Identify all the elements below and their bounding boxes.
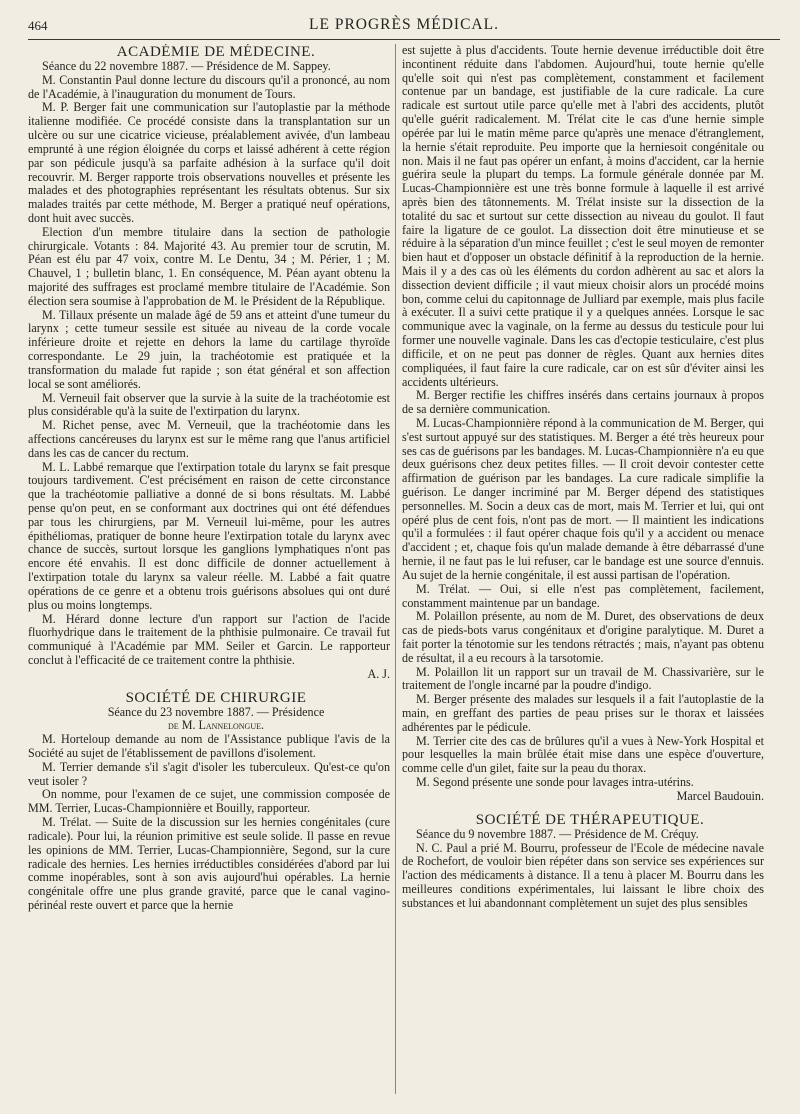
running-head: LE PROGRÈS MÉDICAL. <box>309 16 499 33</box>
academy-paragraph: M. L. Labbé remarque que l'extirpation totale du larynx se fait presque toujours tardivement. C'est précisément en raison de cette circonstance que la trachéotomie palliative a donné de si bons résultats. M. Labbé pense qu'on peut, en se conformant aux doctrines qui ont été défendues par tous les chirurgiens, par M. Verneuil lui-même, pour les autres épithéliomas, pratiquer de bonne heure l'extirpation totale du larynx avec chance de succès, surtout lorsque les ganglions lymphatiques n'ont pas encore été envahis. Il est donc difficile de donner actuellement à l'extirpation totale du larynx sa valeur réelle. M. Labbé a fait quatre opérations de ce genre et a obtenu trois guérisons absolues qui ont duré plus ou moins longtemps. <box>28 459 390 612</box>
academy-paragraph: Election d'un membre titulaire dans la section de pathologie chirurgicale. Votants : 84. Majorité 43. Au premier tour de scrutin, M. Péan est élu par 47 voix, contre M. Le Dentu, 34 ; M. Périer, 1 ; M. Chauvel, 1 ; bulletin blanc, 1. En conséquence, M. Péan ayant obtenu la majorité des suffrages est proclamé membre titulaire de l'Académie. Son élection sera soumise à l'approbation de M. le Président de la République. <box>28 224 390 308</box>
surgery-paragraph: M. Polaillon présente, au nom de M. Duret, des observations de deux cas de pieds-bots varus congénitaux et d'origine paralytique. M. Duret a fait porter la ténotomie sur les tendons rétractés ; mais, n'ayant pas obtenu de résultat, il a eu recours à la tarsotomie. <box>402 609 764 665</box>
right-column <box>402 44 764 1108</box>
therapeutics-paragraph: N. C. Paul a prié M. Bourru, professeur de l'Ecole de médecine navale de Rochefort, de vouloir bien répéter dans son service ses expériences sur l'action des médicaments à distance. Il a tenu à placer M. Bourru dans les meilleures conditions expérimentales, lui laissant le libre choix des substances et lui abandonnant complètement un sujet des plus sensibles <box>402 840 764 910</box>
surgery-continued-paragraph: est sujette à plus d'accidents. Toute hernie devenue irréductible doit être incontinent réduite dans l'abdomen. Aujourd'hui, toute hernie qu'elle qu'elle soit qui n'est pas complètement, constamment et facilement contenue par un bandage, est justifiable de la cure radicale. La cure radicale est surtout utile parce qu'elle met à l'abri des accidents, plutôt qu'elle guérit radicalement. M. Trélat cite le cas d'une hernie simple opérée par lui le matin même parce qu'après une menace d'étranglement, la hernie s'était reproduite. Peu importe que la herniesoit congénitale ou non. Mais il ne faut pas opérer un enfant, à moins d'accident, car la hernie guérira seule la plupart du temps. La formule générale donnée par M. Lucas-Championnière est une très bonne formule à laquelle il est arrivé après bien des tâtonnements. M. Trélat insiste sur la dissection de la totalité du sac et surtout sur cette dissection au niveau du goulot. Il faut faire la ligature de ce goulot. La dissection doit être minutieuse et se réduire à la séparation d'un mince feuillet ; c'est le seul moyen de remonter bien haut et d'opposer un obstacle définitif à la reproduction de la hernie. Mais il y a des cas où les éléments du cordon adhèrent au sac et alors la dissection devient difficile ; il vaut mieux choisir alors un procédé moins bon, comme celui du capitonnage de Julliard par exemple, mais plus facile à exécuter. Il a suivi cette pratique il y a quelques années. Lorsque le sac communique avec la vaginale, on la ferme au dessus du testicule pour lui former une nouvelle vaginale. Dans les cas d'ectopie testiculaire, c'est plus difficile, et on ne peut pas donner de règles. Quant aux hernies dites compliquées, il faut faire la cure radicale, car on est sûr d'éviter ainsi les accidents ultérieurs. <box>402 44 764 389</box>
surgery-paragraph: M. Polaillon lit un rapport sur un travail de M. Chassivarière, sur le traitement de l'ongle incarné par la poudre d'indigo. <box>402 664 764 693</box>
surgery-signature: Marcel Baudouin. <box>676 788 764 803</box>
surgery-session: Séance du 23 novembre 1887. — Présidence <box>107 704 325 719</box>
academy-paragraph: M. Tillaux présente un malade âgé de 59 ans et atteint d'une tumeur du larynx ; cette tumeur sessile est située au niveau de la corde vocale inférieure droite et rejette en dehors la lame du cartilage thyroïde correspondante. Le 29 juin, la trachéotomie est pratiquée et la transformation du malade fut rapide ; son état général et son affection local se sont améliorés. <box>28 307 390 391</box>
surgery-paragraph: M. Berger présente des malades sur lesquels il a fait l'autoplastie de la main, en greffant des parties de peau prises sur le thorax et laissées adhérentes par le pédicule. <box>402 692 764 734</box>
surgery-paragraph: M. Berger rectifie les chiffres insérés dans certains journaux à propos de sa dernière communication. <box>402 388 764 417</box>
surgery-paragraph: M. Lucas-Championnière répond à la communication de M. Berger, qui s'est surtout appuyé sur des statistiques. M. Berger a été très heureux pour ses cas de guérisons par les bandages. M. Lucas-Championnière n'a eu que deux guérisons chez deux petites filles. — Il croit devoir contester cette affirmation de guérison par les bandages. La cure radicale simplifie la guérison. Le danger incriminé par M. Berger dépend des statistiques personnelles. M. Socin a deux cas de mort, mais M. Terrier et lui, qui ont opéré plus de cent fois, n'ont pas de mort. — Il maintient les indications qu'il a formulées : il faut opérer chaque fois qu'il y a accident ou menace d'accident ; et, chaque fois qu'un malade demande à être débarrassé d'une hernie, il ne faut pas le lui refuser, car le bandage est une source d'ennuis. Au sujet de la hernie congénitale, il est aussi partisan de l'opération. <box>402 415 764 582</box>
surgery-paragraph: M. Horteloup demande au nom de l'Assistance publique l'avis de la Société au sujet de l'établissement de pavillons d'isolement. <box>28 732 390 760</box>
academy-paragraph: M. Hérard donne lecture d'un rapport sur l'action de l'acide fluorhydrique dans le traitement de la phthisie pulmonaire. Ce travail fut communiqué à l'Académie par MM. Seiler et Garcin. Le rapporteur conclut à l'efficacité de ce traitement contre la phthisie. <box>28 611 390 667</box>
surgery-paragraph: M. Trélat. — Oui, si elle n'est pas complètement, facilement, constamment maintenue par un bandage. <box>402 581 764 610</box>
header-rule <box>28 39 780 40</box>
academy-paragraph: M. P. Berger fait une communication sur l'autoplastie par la méthode italienne modifiée. Ce procédé consiste dans la transplantation sur un ulcère ou sur une cicatrice vicieuse, préalablement avivée, d'un lambeau emprunté à une région éloignée du corps et laissé adhérent à cette région par son pédicule jusqu'à sa parfaite adhésion à la surface qu'il doit recouvrir. M. Berger rapporte trois observations nouvelles et présente les malades et des photographies représentant les résultats obtenus. Sur six malades traités par cette méthode, M. Berger a pratiqué neuf opérations, dont huit avec succès. <box>28 100 390 225</box>
academy-paragraph: M. Constantin Paul donne lecture du discours qu'il a prononcé, au nom de l'Académie, à l'inauguration du monument de Tours. <box>28 72 390 101</box>
surgery-paragraph: M. Segond présente une sonde pour lavages intra-utérins. <box>416 775 694 790</box>
academy-paragraph: M. Richet pense, avec M. Verneuil, que la trachéotomie dans les affections cancéreuses du larynx est sur le même rang que l'anus artificiel dans les cas de cancer du rectum. <box>28 418 390 460</box>
surgery-paragraph: M. Terrier demande s'il s'agit d'isoler les tuberculeux. Qu'est-ce qu'on veut isoler ? <box>28 759 390 788</box>
therapeutics-title: SOCIÉTÉ DE THÉRAPEUTIQUE. <box>475 811 705 828</box>
column-divider <box>395 44 396 1094</box>
surgery-paragraph: M. Terrier cite des cas de brûlures qu'il a vues à New-York Hospital et pour lesquelles la main brûlée était mise dans une espèce d'ouverture, comme celle d'un gilet, faite sur la peau du thorax. <box>402 733 764 776</box>
left-column <box>28 44 390 1108</box>
academy-title: ACADÉMIE DE MÉDECINE. <box>116 44 316 60</box>
surgery-paragraph: On nomme, pour l'examen de ce sujet, une commission composée de MM. Terrier, Lucas-Championnière et Bouilly, rapporteur. <box>28 787 390 816</box>
academy-signature: A. J. <box>367 666 390 681</box>
academy-paragraph: M. Verneuil fait observer que la survie à la suite de la trachéotomie est plus considérable qu'à la suite de l'extirpation du larynx. <box>28 390 390 419</box>
surgery-paragraph: M. Trélat. — Suite de la discussion sur les hernies congénitales (cure radicale). Pour lui, la réunion primitive est seule solide. Il passe en revue les opinions de MM. Terrier, Lucas-Championnière, Segond, sur la cure radicale des hernies. Les hernies irréductibles considérées d'abord par lui comme inopérables, sont à son avis aujourd'hui opérables. La hernie congénitale offre une plus grande gravité, parce que le canal vagino-périnéal reste ouvert et parce que la hernie <box>28 815 390 912</box>
surgery-president: de M. Lannelongue. <box>168 718 264 733</box>
page-header <box>28 16 780 38</box>
academy-session: Séance du 22 novembre 1887. — Présidence de M. Sappey. <box>42 59 331 73</box>
surgery-title: SOCIÉTÉ DE CHIRURGIE <box>125 689 307 706</box>
therapeutics-session: Séance du 9 novembre 1887. — Présidence de M. Créquy. <box>416 826 699 841</box>
page-number: 464 <box>28 18 48 33</box>
